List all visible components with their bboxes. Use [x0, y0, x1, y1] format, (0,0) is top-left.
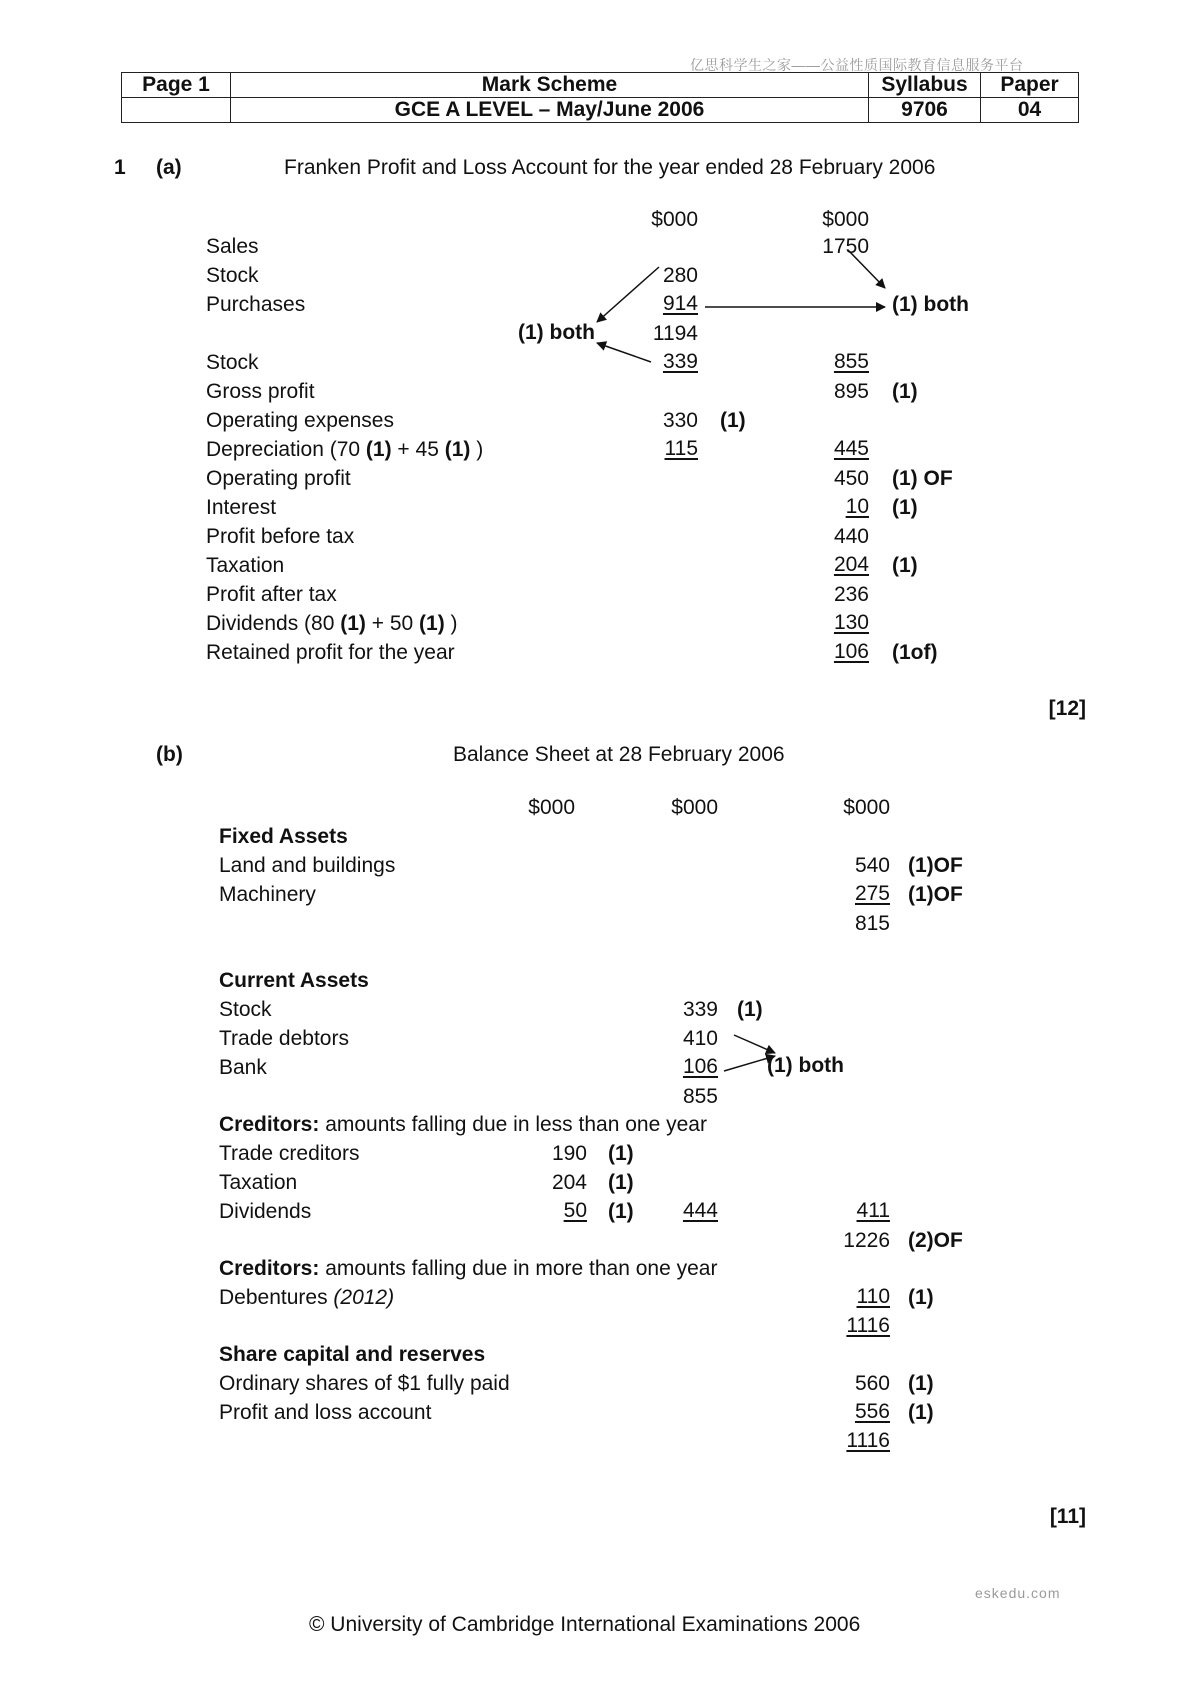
pl-row-label: Interest	[206, 496, 277, 519]
arrow-stock-to-both	[597, 267, 659, 322]
bs-value: 190	[551, 1142, 587, 1165]
pl-value: 895	[833, 380, 869, 403]
bs-row-label: Ordinary shares of $1 fully paid	[219, 1372, 510, 1395]
mark-award: (2)OF	[908, 1229, 963, 1252]
mark-award: (1)	[892, 554, 918, 577]
section-heading: Creditors: amounts falling due in more than one year	[219, 1257, 718, 1280]
pl-value: 10	[845, 495, 869, 518]
pl-value: 855	[833, 350, 869, 373]
bs-row-label: Debentures (2012)	[219, 1286, 395, 1309]
pl-row-label: Taxation	[206, 554, 285, 577]
pl-value: 236	[833, 583, 869, 606]
pl-row-label: Dividends (80 (1) + 50 (1) )	[206, 612, 458, 635]
watermark-top: 亿思科学生之家——公益性质国际教育信息服务平台	[690, 57, 1024, 73]
pl-row-label: Retained profit for the year	[206, 641, 455, 664]
mark-award: (1)OF	[908, 883, 963, 906]
bs-value: 204	[551, 1171, 587, 1194]
pl-value: 106	[833, 640, 869, 663]
bs-value: 560	[854, 1372, 890, 1395]
pl-value: 440	[833, 525, 869, 548]
doc-title: Mark Scheme	[231, 73, 869, 98]
mark-award: (1)	[737, 998, 763, 1021]
pl-col-head-1: $000	[651, 208, 698, 231]
pl-value: 330	[662, 409, 698, 432]
bs-value: 1116	[846, 1429, 890, 1452]
pl-row-label: Sales	[206, 235, 259, 258]
doc-subtitle: GCE A LEVEL – May/June 2006	[231, 98, 869, 123]
pl-col-head-2: $000	[822, 208, 869, 231]
pl-row-label: Operating expenses	[206, 409, 394, 432]
bs-value: 106	[682, 1055, 718, 1078]
mark-award: (1)	[908, 1401, 934, 1424]
mark-award: (1)	[908, 1286, 934, 1309]
syllabus-label: Syllabus	[869, 73, 981, 98]
bs-col-head-1: $000	[528, 796, 575, 819]
bs-row-label: Bank	[219, 1056, 267, 1079]
mark-award: (1) both	[767, 1054, 844, 1077]
pl-row-label: Profit after tax	[206, 583, 337, 606]
pl-value: 1194	[652, 322, 698, 345]
bs-value: 50	[563, 1199, 587, 1222]
pl-value: 445	[833, 437, 869, 460]
mark-award: (1)	[608, 1171, 634, 1194]
mark-award: (1)	[608, 1142, 634, 1165]
bs-value: 556	[854, 1400, 890, 1423]
mark-award: (1of)	[892, 641, 938, 664]
bs-value: 444	[682, 1199, 718, 1222]
section-heading: Share capital and reserves	[219, 1343, 486, 1366]
bs-value: 540	[854, 854, 890, 877]
mark-award: (1)	[892, 496, 918, 519]
arrow-closing-stock-to-both	[597, 343, 651, 362]
total-marks-b: [11]	[1049, 1505, 1086, 1528]
section-heading: Current Assets	[219, 969, 369, 992]
arrow-debtors-to-both	[734, 1035, 775, 1053]
bs-value: 411	[856, 1199, 890, 1222]
part-a-label: (a)	[156, 156, 182, 179]
section-heading: Fixed Assets	[219, 825, 348, 848]
pl-row-label: Stock	[206, 351, 259, 374]
paper-code: 04	[981, 98, 1079, 123]
bs-value: 1116	[846, 1314, 890, 1337]
pl-row-label: Gross profit	[206, 380, 315, 403]
bs-value: 410	[682, 1027, 718, 1050]
copyright-footer: © University of Cambridge International Examinations 2006	[309, 1613, 861, 1636]
bs-row-label: Stock	[219, 998, 272, 1021]
bs-row-label: Land and buildings	[219, 854, 396, 877]
bs-row-label: Dividends	[219, 1200, 312, 1223]
bs-row-label: Trade creditors	[219, 1142, 360, 1165]
part-b-label: (b)	[156, 743, 183, 766]
pl-value: 115	[664, 437, 698, 460]
watermark-bottom: eskedu.com	[975, 1585, 1061, 1601]
arrow-bank-to-both	[724, 1056, 775, 1071]
bs-row-label: Trade debtors	[219, 1027, 349, 1050]
page-number: Page 1	[122, 73, 231, 98]
total-marks-a: [12]	[1048, 697, 1086, 720]
bs-col-head-2: $000	[671, 796, 718, 819]
mark-award: (1)	[720, 409, 746, 432]
bs-value: 339	[682, 998, 718, 1021]
bs-row-label: Profit and loss account	[219, 1401, 432, 1424]
mark-award: (1)	[608, 1200, 634, 1223]
pl-value: 1750	[822, 235, 869, 258]
pl-value: 339	[662, 350, 698, 373]
mark-award: (1)	[892, 380, 918, 403]
bs-value: 1226	[843, 1229, 890, 1252]
paper-label: Paper	[981, 73, 1079, 98]
pl-row-label: Profit before tax	[206, 525, 355, 548]
mark-award: (1) both	[892, 293, 969, 316]
bs-value: 855	[682, 1085, 718, 1108]
mark-award: (1) OF	[892, 467, 953, 490]
pl-row-label: Depreciation (70 (1) + 45 (1) )	[206, 438, 484, 461]
mark-award: (1)OF	[908, 854, 963, 877]
arrow-sales-to-both	[848, 250, 885, 288]
mark-award: (1)	[908, 1372, 934, 1395]
pl-value: 204	[833, 553, 869, 576]
bs-col-head-3: $000	[843, 796, 890, 819]
section-heading: Creditors: amounts falling due in less than one year	[219, 1113, 707, 1136]
pl-value: 450	[833, 467, 869, 490]
mark-award: (1) both	[518, 321, 595, 344]
syllabus-code: 9706	[869, 98, 981, 123]
question-number: 1	[114, 156, 126, 179]
bs-value: 110	[856, 1285, 890, 1308]
pl-row-label: Stock	[206, 264, 259, 287]
pl-value: 280	[662, 264, 698, 287]
bs-value: 275	[854, 882, 890, 905]
pl-title: Franken Profit and Loss Account for the year ended 28 February 2006	[284, 156, 936, 179]
pl-value: 130	[833, 611, 869, 634]
pl-value: 914	[662, 292, 698, 315]
bs-value: 815	[854, 912, 890, 935]
bs-row-label: Machinery	[219, 883, 316, 906]
pl-row-label: Purchases	[206, 293, 306, 316]
bs-row-label: Taxation	[219, 1171, 298, 1194]
bs-title: Balance Sheet at 28 February 2006	[453, 743, 785, 766]
pl-row-label: Operating profit	[206, 467, 351, 490]
